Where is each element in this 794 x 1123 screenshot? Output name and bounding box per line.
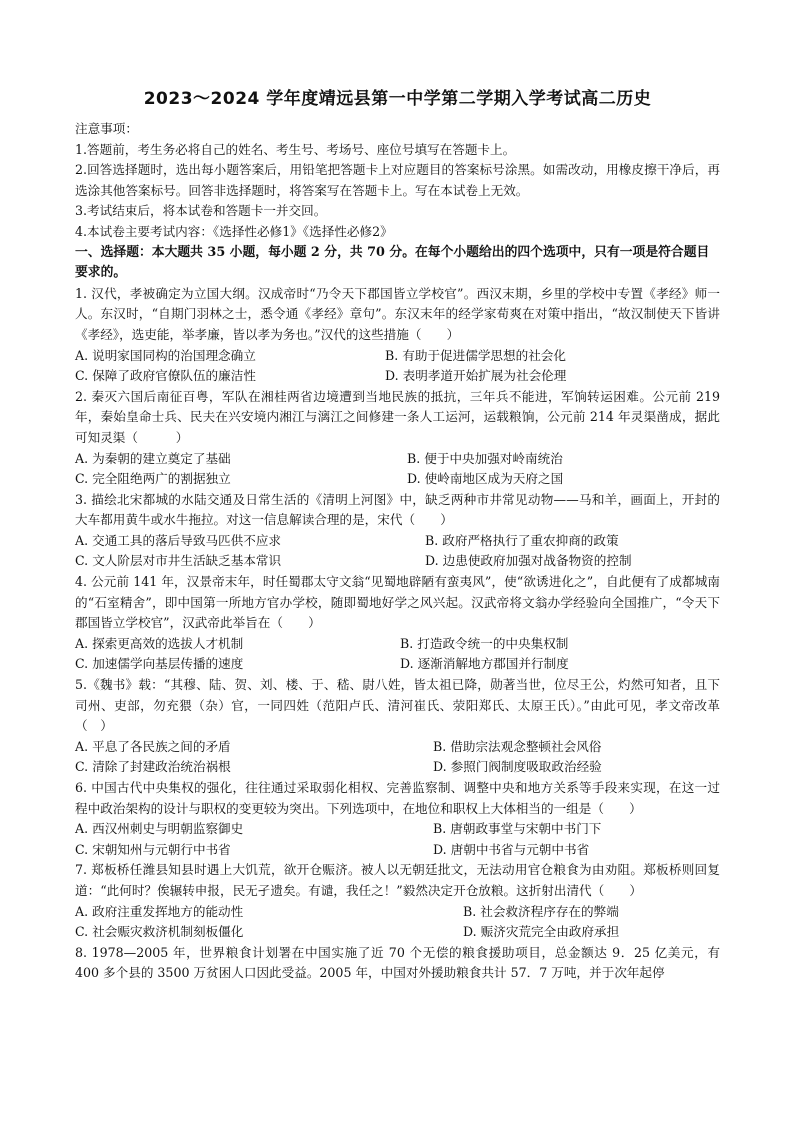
- question-6-option-d: D. 唐朝中书省与元朝中书省: [433, 841, 590, 857]
- question-4-option-c: C. 加速儒学向基层传播的速度: [75, 656, 244, 672]
- question-8-stem: 8. 1978—2005 年，世界粮食计划署在中国实施了近 70 个无偿的粮食援助项目，总金额达 9．25 亿美元，有 400 多个县的 3500 万贫困人口因此受益。2005 年，中国对外援助粮食共计 57．7 万吨，并于次年起停: [75, 944, 720, 981]
- question-6-option-b: B. 唐朝政事堂与宋朝中书门下: [433, 821, 602, 837]
- question-7-option-a: A. 政府注重发挥地方的能动性: [75, 903, 244, 919]
- question-3-option-d: D. 边患使政府加强对战备物资的控制: [425, 553, 632, 569]
- question-5-option-a: A. 平息了各民族之间的矛盾: [75, 738, 231, 754]
- question-6-stem: 6. 中国古代中央集权的强化，往往通过采取弱化相权、完善监察制、调整中央和地方关系等手段来实现，在这一过程中政治架构的设计与职权的变更较为突出。下列选项中，在地位和职权上大体相当的一组是（ ）: [75, 780, 720, 816]
- section-one-heading: 一、选择题：本大题共 35 小题，每小题 2 分，共 70 分。在每个小题给出的四个选项中，只有一项是符合题目要求的。: [75, 244, 710, 281]
- question-1-option-a: A. 说明家国同构的治国理念确立: [75, 347, 256, 363]
- question-2-option-b: B. 便于中央加强对岭南统治: [407, 450, 563, 466]
- question-2-options: [75, 449, 720, 490]
- question-3-stem: 3. 描绘北宋都城的水陆交通及日常生活的《清明上河图》中，缺乏两种市井常见动物——马和羊，画面上，开封的大车都用黄牛或水牛拖拉。对这一信息解读合理的是，宋代（ ）: [75, 491, 720, 528]
- question-3-option-a: A. 交通工具的落后导致马匹供不应求: [75, 532, 282, 548]
- question-4-option-a: A. 探索更高效的选拔人才机制: [75, 635, 244, 651]
- question-5-option-d: D. 参照门阀制度吸取政治经验: [433, 759, 602, 775]
- question-3-option-c: C. 文人阶层对市井生活缺乏基本常识: [75, 553, 282, 569]
- question-7-option-d: D. 赈济灾荒完全由政府承担: [463, 924, 620, 940]
- question-5-stem: 5.《魏书》载：“其穆、陆、贺、刘、楼、于、嵇、尉八姓，皆太祖已降，勋著当世，位尽王公，灼然可知者，且下司州、吏部，勿充猥（杂）官，一同四姓（范阳卢氏、清河崔氏、荥阳郑氏、太原王氏）。”由此可见，孝文帝改革（ ）: [75, 677, 720, 734]
- notice-item-3: 3.考试结束后，将本试卷和答题卡一并交回。: [75, 203, 327, 219]
- notice-item-2: 2.回答选择题时，选出每小题答案后，用铅笔把答题卡上对应题目的答案标号涂黑。如需改动，用橡皮擦干净后，再选涂其他答案标号。回答非选择题时，将答案写在答题卡上。写在本试卷上无效。: [75, 162, 720, 198]
- question-1-option-c: C. 保障了政府官僚队伍的廉洁性: [75, 368, 256, 384]
- question-4-stem: 4. 公元前 141 年，汉景帝末年，时任蜀郡太守文翁“见蜀地辟陋有蛮夷风”，使“欲诱进化之”，自此便有了成都城南的“石室精舍”，即中国第一所地方官办学校，随即蜀地好学之风兴起。汉武帝将文翁办学经验向全国推广，“令天下郡国皆立学校官”，汉武帝此举旨在（ ）: [75, 574, 720, 631]
- notice-item-1: 1.答题前，考生务必将自己的姓名、考生号、考场号、座位号填写在答题卡上。: [75, 141, 516, 157]
- question-1-stem: 1. 汉代，孝被确定为立国大纲。汉成帝时“乃令天下郡国皆立学校官”。西汉末期，乡里的学校中专置《孝经》师一人。东汉时，“自期门羽林之士，悉令通《孝经》章句”。东汉末年的经学家荀爽在对策中指出，“故汉制使天下皆讲《孝经》，选吏能，举孝廉，皆以孝为务也。”汉代的这些措施（ ）: [75, 285, 720, 342]
- question-2-option-d: D. 使岭南地区成为天府之国: [407, 471, 564, 487]
- question-1-option-d: D. 表明孝道开始扩展为社会伦理: [385, 368, 567, 384]
- question-5-options: [75, 737, 720, 778]
- question-6-option-c: C. 宋朝知州与元朝行中书省: [75, 841, 231, 857]
- question-1-options: [75, 346, 720, 387]
- question-7-option-c: C. 社会赈灾救济机制刻板僵化: [75, 924, 244, 940]
- question-7-options: [75, 902, 720, 943]
- notice-item-4: 4.本试卷主要考试内容：《选择性必修1》《选择性必修2》: [75, 223, 393, 239]
- question-2-option-c: C. 完全阻绝两广的割据独立: [75, 471, 231, 487]
- question-4-option-b: B. 打造政令统一的中央集权制: [400, 635, 569, 651]
- question-4-options: [75, 634, 720, 675]
- question-4-option-d: D. 逐渐消解地方郡国并行制度: [400, 656, 569, 672]
- question-5-option-c: C. 清除了封建政治统治祸根: [75, 759, 231, 775]
- question-5-option-b: B. 借助宗法观念整顿社会风俗: [433, 738, 602, 754]
- exam-page: [75, 84, 720, 984]
- question-6-options: [75, 819, 720, 860]
- question-2-option-a: A. 为秦朝的建立奠定了基础: [75, 450, 231, 466]
- question-2-stem: 2. 秦灭六国后南征百粤，军队在湘桂两省边境遭到当地民族的抵抗，三年兵不能进，军饷转运困难。公元前 219 年，秦始皇命士兵、民夫在兴安境内湘江与漓江之间修建一条人工运河，运载粮饷，公元前 214 年灵渠凿成，据此可知灵渠（ ）: [75, 388, 720, 445]
- exam-title: 2023～2024 学年度靖远县第一中学第二学期入学考试高二历史: [143, 89, 652, 109]
- question-3-options: [75, 531, 720, 572]
- question-7-option-b: B. 社会救济程序存在的弊端: [463, 903, 619, 919]
- question-3-option-b: B. 政府严格执行了重农抑商的政策: [425, 532, 619, 548]
- question-6-option-a: A. 西汉州刺史与明朝监察御史: [75, 821, 244, 837]
- notice-heading: 注意事项：: [75, 121, 138, 136]
- question-1-option-b: B. 有助于促进儒学思想的社会化: [385, 347, 566, 363]
- question-7-stem: 7. 郑板桥任潍县知县时遇上大饥荒，欲开仓赈济。被人以无朝廷批文，无法动用官仓粮食为由劝阻。郑板桥则回复道：“此何时？俟辗转申报，民无孑遗矣。有谴，我任之！”毅然决定开仓放粮。这折射出清代（ ）: [75, 862, 720, 898]
